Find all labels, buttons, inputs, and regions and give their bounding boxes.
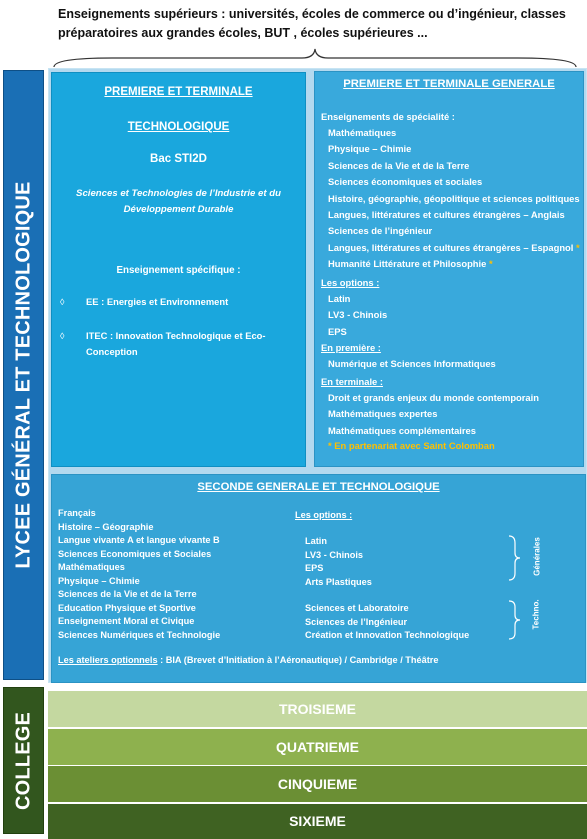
brace-techno bbox=[507, 600, 521, 640]
techno-desc-line-2: Développement Durable bbox=[123, 204, 234, 215]
spec-item: Sciences de la Vie et de la Terre bbox=[328, 159, 470, 171]
option-item: Latin bbox=[328, 293, 351, 304]
header-line-2: préparatoires aux grandes écoles, BUT , écoles supérieures ... bbox=[58, 26, 428, 40]
techno-title-1: PREMIERE ET TERMINALE bbox=[104, 86, 253, 98]
option-gen-item: Latin bbox=[305, 536, 327, 546]
college-side-label bbox=[3, 687, 44, 834]
spec-item bbox=[328, 240, 583, 256]
subject-item: Histoire – Géographie bbox=[58, 521, 154, 532]
spec-item: Sciences économiques et sociales bbox=[328, 176, 483, 188]
generale-spec-title: Enseignements de spécialité : bbox=[321, 111, 455, 122]
terminale-item: Droit et grands enjeux du monde contemporain bbox=[328, 392, 539, 403]
option-tech-item: Création et Innovation Technologique bbox=[305, 630, 470, 640]
college-label-text: COLLEGE bbox=[12, 711, 34, 810]
option-item: LV3 - Chinois bbox=[328, 309, 388, 321]
header-text bbox=[58, 5, 578, 43]
header-brace bbox=[52, 47, 578, 69]
spec-item bbox=[328, 256, 583, 272]
generale-options-title: Les options : bbox=[321, 277, 380, 288]
seconde-options-tech bbox=[305, 602, 469, 643]
techno-description bbox=[52, 186, 305, 218]
ateliers-text: : BIA (Brevet d’Initiation à l’Aéronautique) / Cambridge / Théâtre bbox=[157, 655, 439, 665]
subject-item: Français bbox=[58, 508, 96, 518]
generale-terminale-title: En terminale : bbox=[321, 376, 383, 387]
spec-item: Sciences de l’ingénieur bbox=[328, 225, 433, 237]
option-gen-item: Arts Plastiques bbox=[305, 576, 372, 587]
spec-item-label: Humanité Littérature et Philosophie bbox=[328, 258, 487, 270]
generale-premiere-title: En première : bbox=[321, 342, 381, 353]
subject-item: Enseignement Moral et Civique bbox=[58, 616, 195, 626]
techno-title-2: TECHNOLOGIQUE bbox=[127, 121, 230, 133]
techno-spec-title: Enseignement spécifique : bbox=[116, 265, 241, 276]
subject-item: Mathématiques bbox=[58, 562, 125, 572]
techno-desc-line-1: Sciences et Technologies de l’Industrie et du bbox=[76, 188, 281, 199]
subject-item: Sciences de la Vie et de la Terre bbox=[58, 589, 197, 599]
subject-item: Sciences Economiques et Sociales bbox=[58, 548, 212, 559]
label-generales: Générales bbox=[532, 537, 542, 576]
label-techno: Techno. bbox=[531, 599, 541, 630]
seconde-options-title: Les options : bbox=[295, 510, 353, 520]
techno-bac: Bac STI2D bbox=[150, 153, 207, 165]
spec-item: Histoire, géographie, géopolitique et sciences politiques bbox=[328, 192, 580, 204]
band-cinquieme: CINQUIEME bbox=[48, 766, 587, 802]
partner-note: * En partenariat avec Saint Colomban bbox=[328, 440, 495, 451]
seconde-options-gen bbox=[305, 535, 372, 589]
generale-title: PREMIERE ET TERMINALE GENERALE bbox=[343, 78, 555, 90]
option-tech-item: Sciences et Laboratoire bbox=[305, 603, 409, 613]
partner-star: * bbox=[576, 241, 580, 253]
seconde-box bbox=[51, 474, 586, 683]
subject-item: Langue vivante A et langue vivante B bbox=[58, 535, 220, 545]
subject-item: Physique – Chimie bbox=[58, 575, 140, 586]
seconde-subjects bbox=[58, 507, 298, 642]
band-troisieme: TROISIEME bbox=[48, 691, 587, 727]
spec-item: Langues, littératures et cultures étrangères – Anglais bbox=[328, 209, 565, 221]
spec-item-label: Langues, littératures et cultures étrangères – Espagnol bbox=[328, 241, 574, 253]
techno-item-itec: ITEC : Innovation Technologique et Eco- bbox=[86, 330, 266, 341]
option-gen-item: EPS bbox=[305, 563, 324, 573]
lycee-side-label bbox=[3, 70, 44, 680]
brace-generales bbox=[507, 535, 521, 581]
band-quatrieme: QUATRIEME bbox=[48, 729, 587, 765]
header-line-1: Enseignements supérieurs : universités, écoles de commerce ou d’ingénieur, classes bbox=[58, 7, 566, 21]
option-gen-item: LV3 - Chinois bbox=[305, 549, 364, 560]
terminale-item: Mathématiques expertes bbox=[328, 408, 438, 420]
techno-box bbox=[51, 72, 306, 467]
option-item: EPS bbox=[328, 325, 347, 337]
techno-item-itec-cont: Conception bbox=[86, 346, 138, 357]
generale-terminale bbox=[328, 390, 539, 439]
seconde-title: SECONDE GENERALE ET TECHNOLOGIQUE bbox=[197, 481, 440, 493]
subject-item: Sciences Numériques et Technologie bbox=[58, 629, 221, 640]
techno-item-ee: EE : Energies et Environnement bbox=[86, 296, 229, 307]
spec-item: Physique – Chimie bbox=[328, 143, 412, 155]
techno-bullet-1: ◊ bbox=[60, 297, 65, 307]
subject-item: Education Physique et Sportive bbox=[58, 602, 196, 613]
techno-bullet-2: ◊ bbox=[60, 331, 65, 341]
partner-star: * bbox=[488, 258, 493, 270]
ateliers-line bbox=[58, 655, 439, 665]
ateliers-label: Les ateliers optionnels bbox=[58, 655, 158, 665]
generale-box bbox=[314, 71, 584, 467]
band-sixieme: SIXIEME bbox=[48, 804, 587, 839]
generale-premiere-item: Numérique et Sciences Informatiques bbox=[328, 358, 496, 369]
spec-item: Mathématiques bbox=[328, 127, 397, 138]
terminale-item: Mathématiques complémentaires bbox=[328, 424, 476, 436]
lycee-label-text: LYCEE GÉNÉRAL ET TECHNOLOGIQUE bbox=[12, 181, 34, 569]
generale-specialites bbox=[328, 125, 583, 273]
option-tech-item: Sciences de l’Ingénieur bbox=[305, 616, 408, 627]
generale-options bbox=[328, 291, 387, 340]
